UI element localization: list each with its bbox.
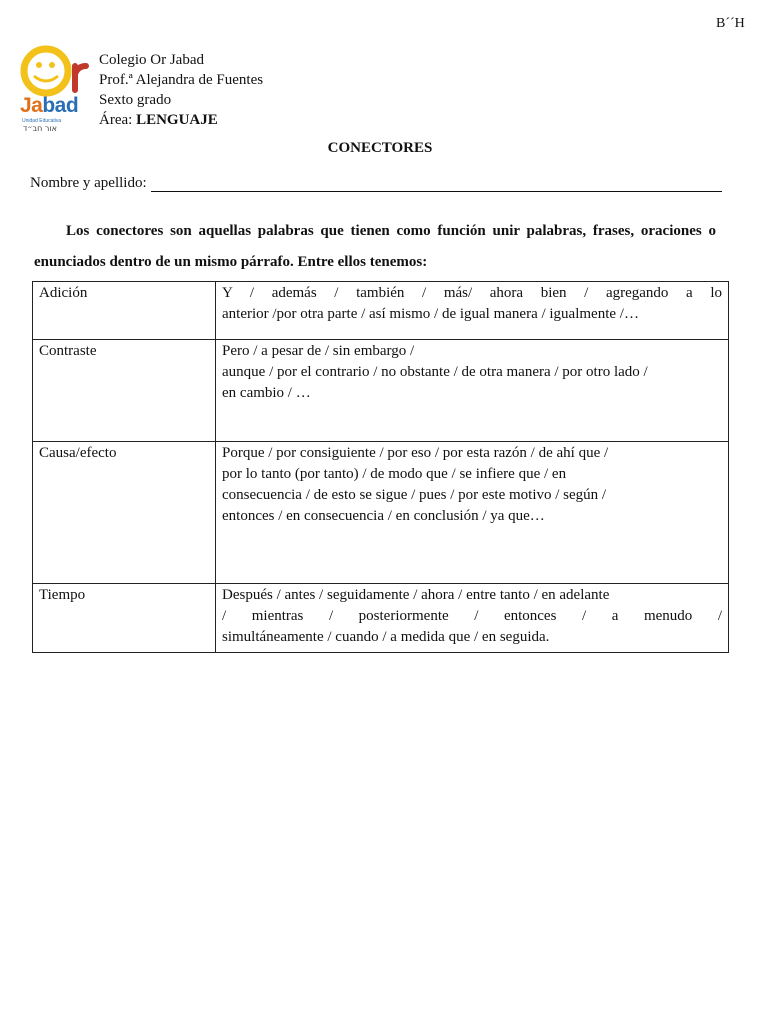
table-row [33,584,729,653]
examples-line: Y / además / también / más/ ahora bien / agregando a lo [222,285,722,301]
bh-mark: B´´H [716,16,745,31]
name-field-row [30,175,722,192]
name-blank-line[interactable] [151,175,722,192]
connectors-table [32,281,729,653]
name-label: Nombre y apellido: [30,175,147,191]
logo-subtitle: Unidad Educativa [22,118,62,124]
examples-line: por lo tanto (por tanto) / de modo que / se infiere que / en [222,466,567,482]
examples-line: aunque / por el contrario / no obstante / de otra manera / por otro lado / [222,364,648,380]
examples-line: Pero / a pesar de / sin embargo / [222,343,415,359]
examples-cell [216,442,729,584]
category-cell: Causa/efecto [33,442,216,584]
examples-cell [216,282,729,340]
category-cell: Contraste [33,340,216,442]
area-label: Área: [99,112,133,128]
intro-paragraph: Los conectores son aquellas palabras que tienen como función unir palabras, frases, oraciones o enunciados dentro de un mismo párrafo. Entre ellos tenemos: [34,223,716,270]
area-value: LENGUAJE [136,112,218,128]
table-row [33,282,729,340]
examples-line: anterior /por otra parte / así mismo / de igual manera / igualmente /… [222,306,639,322]
examples-cell [216,584,729,653]
area-line [99,110,263,130]
examples-line: entonces / en consecuencia / en conclusión / ya que… [222,508,545,524]
header-block [99,50,263,130]
grade: Sexto grado [99,92,172,108]
logo-wordmark: Jabad [20,94,79,117]
school-logo [20,44,96,133]
examples-cell [216,340,729,442]
category-cell: Tiempo [33,584,216,653]
teacher-name: Prof.ª Alejandra de Fuentes [99,72,264,88]
examples-line: / mientras / posteriormente / entonces / a menudo / [222,608,722,624]
examples-line: simultáneamente / cuando / a medida que / en seguida. [222,629,550,645]
examples-line: Porque / por consiguiente / por eso / por esta razón / de ahí que / [222,445,609,461]
table-row [33,340,729,442]
examples-line: Después / antes / seguidamente / ahora / entre tanto / en adelante [222,587,610,603]
examples-line: en cambio / … [222,385,311,401]
smiley-o-icon [20,44,96,100]
page-title: CONECTORES [327,140,433,156]
school-name: Colegio Or Jabad [99,52,204,68]
logo-hebrew: אור חב״ד [23,124,57,133]
category-cell: Adición [33,282,216,340]
table-row [33,442,729,584]
examples-line: consecuencia / de esto se sigue / pues / por este motivo / según / [222,487,607,503]
